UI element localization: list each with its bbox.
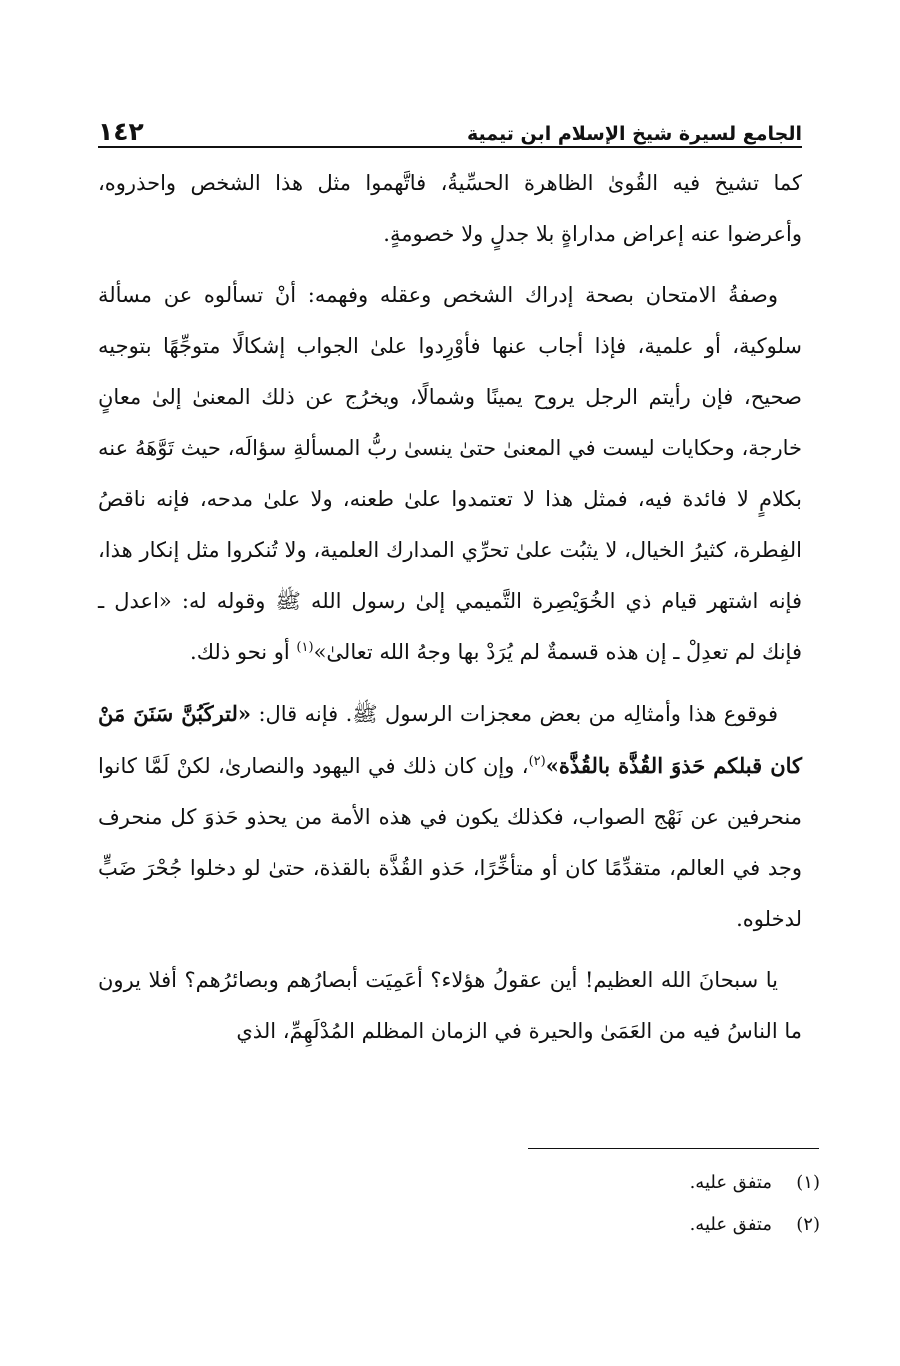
paragraph-3-rest: ، وإن كان ذلك في اليهود والنصارىٰ، لكنْ لَمَّا كانوا منحرفين عن نَهْج الصواب، فكذلك يكون في هذه الأمة من يحذو حَذوَ كل منحرف وجد في العالم، متقدِّمًا كان أو متأخِّرًا، حَذو القُذَّة بالقذة، حتىٰ لو دخلوا جُحْرَ ضَبٍّ لدخلوه. [98,754,802,931]
paragraph-3-intro: فوقوع هذا وأمثالِه من بعض معجزات الرسول ﷺ. فإنه قال: [251,702,778,726]
paragraph-1-text: كما تشيخ فيه القُوىٰ الظاهرة الحسِّيةُ، فاتَّهموا مثل هذا الشخص واحذروه، وأعرضوا عنه إعراض مداراةٍ بلا جدلٍ ولا خصومةٍ. [98,171,802,246]
footnote-2-number: (٢) [796,1214,820,1235]
page-number: ١٤٢ [98,117,144,146]
header-divider [98,146,802,148]
paragraph-1 [98,158,802,260]
paragraph-4-text: يا سبحانَ الله العظيم! أين عقولُ هؤلاء؟ أعَمِيَت أبصارُهم وبصائرُهم؟ أفلا يرون ما الناسُ فيه من العَمَىٰ والحيرة في الزمان المظلم المُدْلَهِمِّ، الذي [98,968,802,1043]
footnote-1-text: متفق عليه. [689,1172,772,1193]
footnote-ref-1[interactable]: (١) [296,640,314,655]
footnote-2-text: متفق عليه. [689,1214,772,1235]
footnote-1-number: (١) [796,1172,820,1193]
paragraph-2-text: وصفةُ الامتحان بصحة إدراك الشخص وعقله وفهمه: أنْ تسألوه عن مسألة سلوكية، أو علمية، فإذا أجاب عنها فأوْرِدوا علىٰ الجواب إشكالًا متوجِّهًا بتوجيه صحيح، فإن رأيتم الرجل يروح يمينًا وشمالًا، ويخرُج عن ذلك المعنىٰ إلىٰ معانٍ خارجة، وحكايات ليست في المعنىٰ حتىٰ ينسىٰ ربُّ المسألةِ سؤالَه، حيث تَوَّهَهُ عنه بكلامٍ لا فائدة فيه، فمثل هذا لا تعتمدوا علىٰ طعنه، ولا علىٰ مدحه، فإنه ناقصُ الفِطرة، كثيرُ الخيال، لا يثبُت علىٰ تحرِّي المدارك العلمية، ولا تُنكروا مثل إنكار هذا، فإنه اشتهر قيام ذي الخُوَيْصِرة التَّميمي إلىٰ رسول الله ﷺ وقوله له: «اعدل ـ فإنك لم تعدِلْ ـ إن هذه قسمةٌ لم يُرَدْ بها وجهُ الله تعالىٰ» [98,283,802,664]
paragraph-3 [98,688,802,945]
footnote-divider [528,1148,819,1149]
running-title: الجامع لسيرة شيخ الإسلام ابن تيمية [466,123,802,145]
paragraph-4 [98,955,802,1057]
paragraph-2-tail: أو نحو ذلك. [190,640,297,664]
footnote-1 [98,1162,820,1204]
page-header [98,106,802,146]
paragraph-2 [98,270,802,678]
footnote-2 [98,1204,820,1246]
hadith-quote: «لتركَبُنَّ سَنَنَ مَنْ كان قبلكم حَذوَ القُذَّة بالقُذَّة» [98,701,803,778]
footnotes [98,1162,820,1246]
main-text [98,158,802,1057]
footnote-ref-2[interactable]: (٢) [528,754,546,769]
